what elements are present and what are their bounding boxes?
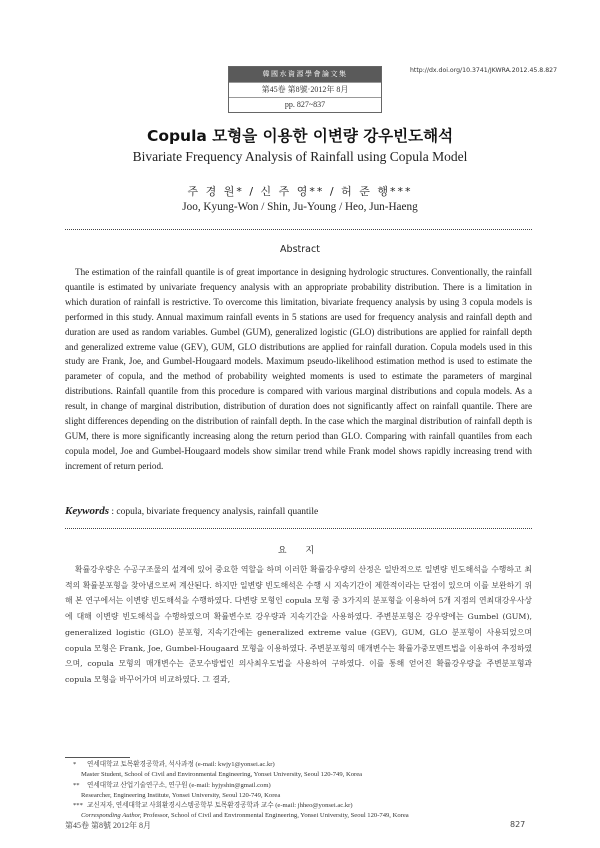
page-number: 827	[510, 820, 526, 829]
footnote-mark: **	[73, 781, 80, 789]
authors-english: Joo, Kyung-Won / Shin, Ju-Young / Heo, Jun-Haeng	[182, 201, 418, 213]
footer-issue: 第45卷 第8號 2012年 8月	[65, 821, 151, 830]
footnote-ko: 연세대학교 토목환경공학과, 석사과정 (e-mail: kwjy1@yonsei.ac.kr)	[87, 761, 275, 768]
title-korean: Copula 모형을 이용한 이변량 강우빈도해석	[146, 127, 454, 145]
keywords-text: copula, bivariate frequency analysis, rainfall quantile	[116, 507, 319, 517]
authors-korean: 주 경 원* / 신 주 영** / 허 준 행***	[187, 185, 413, 198]
abstract-heading: Abstract	[280, 244, 320, 255]
corresponding-author-label: Corresponding Author,	[81, 812, 142, 820]
keywords-label: Keywords	[65, 505, 109, 517]
footnote-3	[65, 801, 545, 811]
doi-link[interactable]: http://dx.doi.org/10.3741/JKWRA.2012.45.8.827	[410, 67, 558, 74]
journal-name: 韓國水資源學會論文集	[229, 67, 381, 82]
footnote-1	[65, 760, 545, 770]
yoji-heading: 요 지	[277, 546, 323, 556]
abstract-text: The estimation of the rainfall quantile is of great importance in designing hydrologic structures. Conventionally, the rainfall quantile is estimated by univariate frequency analysis with an appropriate probability distribution. There is a limitation in which duration of rainfall is restrictive. To overcome this limitation, bivariate frequency analysis by using 3 copula models is performed in this study. Annual maximum rainfall events in 5 stations are used for frequency analysis and rainfall depth and duration are used as random variables. Gumbel (GUM), generalized logistic (GLO) distributions are applied for rainfall depth and generalized extreme value (GEV), GUM, GLO distributions are applied for rainfall duration. Copula models used in this study are Frank, Joe, and Gumbel-Hougaard models. Maximum pseudo-likelihood estimation method is used to estimate the parameter of copula, and the method of probability weighted moments is used to estimate the parameters of marginal distributions. Rainfall quantile from this procedure is compared with various marginal distributions and copula models. As a result, in change of marginal distribution, distribution of duration does not significantly affect on rainfall quantile. There are slight differences depending on the distribution of rainfall depth. In the case which the marginal distribution of rainfall depth is GUM, there is more significantly increasing along the return period than GLO. Comparing with rainfall quantiles from each copula model, Joe and Gumbel-Hougaard models show similar trend while Frank model shows rapidly increasing trend with increment of return period.	[65, 267, 532, 471]
title-english: Bivariate Frequency Analysis of Rainfall using Copula Model	[132, 149, 468, 164]
footnote-2	[65, 781, 545, 791]
footnote-ko: 연세대학교 산업기술연구소, 연구원 (e-mail: hyjyshin@gmail.com)	[87, 781, 271, 789]
keywords-separator: :	[109, 507, 117, 517]
journal-info-box	[228, 66, 382, 113]
footnote-ko: 교신저자, 연세대학교 사회환경시스템공학부 토목환경공학과 교수 (e-mail: jhheo@yonsei.ac.kr)	[87, 802, 353, 810]
journal-issue: 第45卷 第8號·2012年 8月	[229, 82, 381, 97]
footnote-2-en: Researcher, Engineering Institute, Yonsei University, Seoul 120-749, Korea	[81, 791, 281, 799]
divider-top	[65, 229, 532, 230]
journal-pages: pp. 827~837	[229, 97, 381, 112]
footnotes	[65, 760, 545, 822]
footnote-1-en: Master Student, School of Civil and Environmental Engineering, Yonsei University, Seoul 120-749, Korea	[81, 771, 363, 779]
footnote-mark: *	[73, 761, 77, 768]
yoji-text: 확률강우량은 수공구조물의 설계에 있어 중요한 역할을 하며 이러한 확률강우량의 산정은 일반적으로 일변량 빈도해석을 수행하고 최적의 확률분포형을 찾아냄으로써 계산된다. 하지만 일변량 빈도해석은 수행 시 지속기간이 제한적이라는 단점이 있으며 이를 보완하기 위해 본 연구에서는 이변량 빈도해석을 수행하였다. 다변량 모형인 copula 모형 중 3가지의 분포형을 이용하여 5개 지점의 연최대강우사상에 대해 이변량 빈도해석을 수행하였으며 확률변수로 강우량과 지속기간을 사용하였다. 주변분포형은 강우량에는 Gumbel (GUM), generalized logistic (GLO) 분포형, 지속기간에는 generalized extreme value (GEV), GUM, GLO 분포형이 사용되었으며 copula 모형은 Frank, Joe, Gumbel-Hougaard 모형을 이용하였다. 주변분포형의 매개변수는 확률가중모멘트법을 이용하여 추정하였으며, copula 모형의 매개변수는 준모수방법인 의사최우도법을 사용하여 구하였다. 이를 통해 얻어진 확률강우량을 주변분포형과 copula 모형을 바꾸어가며 비교하였다. 그 결과,	[65, 565, 532, 684]
footnote-divider	[65, 757, 130, 758]
divider-middle	[65, 528, 532, 529]
footnote-mark: ***	[73, 802, 83, 810]
footnote-en: Professor, School of Civil and Environmental Engineering, Yonsei University, Seoul 120-749, Korea	[141, 812, 409, 820]
keywords	[65, 505, 532, 517]
